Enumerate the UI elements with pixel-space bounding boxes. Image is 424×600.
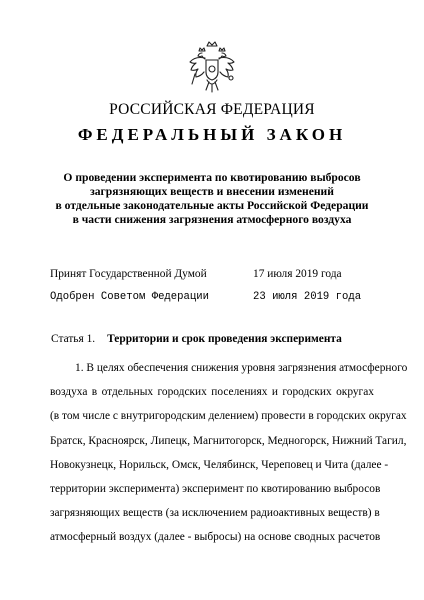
body-line: 1. В целях обеспечения снижения уровня загрязнения атмосферного — [75, 362, 408, 374]
title-line: в отдельные законодательные акты Российской Федерации — [55, 199, 369, 212]
title-line: в части снижения загрязнения атмосферного воздуха — [72, 213, 352, 226]
council-approval-label: Одобрен Советом Федерации — [50, 291, 209, 303]
article-number: Статья 1. — [51, 333, 96, 345]
body-line: Новокузнецк, Норильск, Омск, Челябинск, Череповец и Чита (далее - — [50, 458, 389, 471]
body-line: загрязняющих веществ (за исключением радиоактивных веществ) в — [50, 507, 380, 520]
document-type: ФЕДЕРАЛЬНЫЙ ЗАКОН — [77, 125, 347, 144]
title-line: загрязняющих веществ и внесении изменений — [90, 185, 334, 198]
body-line: (в том числе с внутригородским делением) провести в городских округах — [50, 410, 407, 423]
body-line: Братск, Красноярск, Липецк, Магнитогорск, Медногорск, Нижний Тагил, — [50, 434, 407, 447]
body-line: атмосферный воздух (далее - выбросы) на основе сводных расчетов — [50, 531, 381, 544]
body-line: территории эксперимента) эксперимент по квотированию выбросов — [50, 482, 381, 495]
country-name: РОССИЙСКАЯ ФЕДЕРАЦИЯ — [109, 101, 315, 118]
law-title — [30, 171, 394, 227]
article-header — [51, 333, 381, 345]
duma-adoption-date: 17 июля 2019 года — [253, 268, 342, 280]
article-heading: Территории и срок проведения эксперимента — [107, 333, 342, 345]
article-body — [50, 356, 408, 550]
body-line: воздуха в отдельных городских поселениях и городских округах — [50, 386, 374, 399]
title-line: О проведении эксперимента по квотированию выбросов — [63, 171, 361, 184]
duma-adoption-label: Принят Государственной Думой — [50, 268, 207, 280]
double-headed-eagle-icon — [187, 38, 237, 94]
council-approval-date: 23 июля 2019 года — [253, 291, 362, 303]
